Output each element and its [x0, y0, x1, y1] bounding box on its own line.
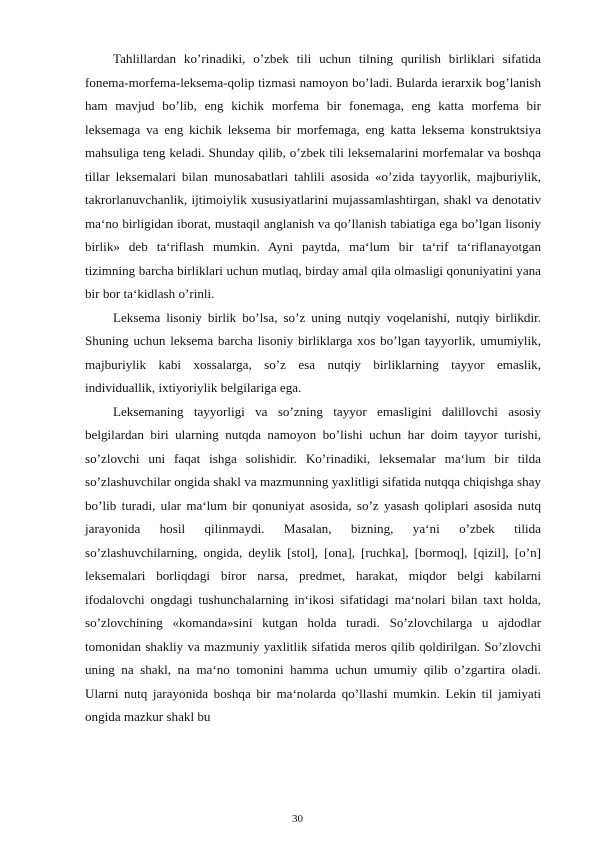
page-number: 30	[292, 813, 303, 825]
paragraph-1: Tahlillardan ko’rinadiki, o’zbek tili uchun tilning qurilish birliklari sifatida fonema-morfema-leksema-qolip tizmasi namoyon bo’ladi. Bularda ierarxik bog’lanish ham mavjud bo’lib, eng kichik morfema bir fonemaga, eng katta morfema bir leksemaga va eng kichik leksema bir morfemaga, eng katta leksema konstruktsiya mahsuliga teng keladi. Shunday qilib, o’zbek tili leksemalarini morfemalar va boshqa tillar leksemalari bilan munosabatlari tahlili asosida «o’zida tayyorlik, majburiylik, takrorlanuvchanlik, ijtimoiylik xususiyatlarini mujassamlashtirgan, shakl va denotativ ma‘no birligidan iborat, mustaqil anglanish va qo’llanish tabiatiga ega bo’lgan lisoniy birlik» deb ta‘riflash mumkin. Ayni paytda, ma‘lum bir ta‘rif ta‘riflanayotgan tizimning barcha birliklari uchun mutlaq, birday amal qila olmasligi qonuniyatini yana bir bor ta‘kidlash o’rinli.	[85, 51, 541, 301]
paragraph-3: Leksemaning tayyorligi va so’zning tayyor emasligini dalillovchi asosiy belgilardan biri ularning nutqda namoyon bo’lishi uchun har doim tayyor turishi, so’zlovchi uni faqat ishga solishidir. Ko’rinadiki, leksemalar ma‘lum bir tilda so’zlashuvchilar ongida shakl va mazmunning yaxlitligi sifatida nutqqa chiqishga shay bo’lib turadi, ular ma‘lum bir qonuniyat asosida, so’z yasash qoliplari asosida nutq jarayonida hosil qilinmaydi. Masalan, bizning, ya‘ni o’zbek tilida so’zlashuvchilarning, ongida, deylik [stol], [ona], [ruchka], [bormoq], [qizil], [o’n] leksemalari borliqdagi biror narsa, predmet, harakat, miqdor belgi kabilarni ifodalovchi ongdagi tushunchalarning in‘ikosi sifatidagi ma‘nolari bilan taxt holda, so’zlovchining «komanda»sini kutgan holda turadi. So’zlovchilarga u ajdodlar tomonidan shakliy va mazmuniy yaxlitlik sifatida meros qilib qoldirilgan. So’zlovchi uning na shakl, na ma‘no tomonini hamma uchun umumiy qilib o’zgartira oladi. Ularni nutq jarayonida boshqa bir ma‘nolarda qo’llashi mumkin. Lekin til jamiyati ongida mazkur shakl bu	[85, 403, 541, 724]
paragraph-2: Leksema lisoniy birlik bo’lsa, so’z uning nutqiy voqelanishi, nutqiy birlikdir. Shuning uchun leksema barcha lisoniy birliklarga xos bo’lgan tayyorlik, umumiylik, majburiylik kabi xossalarga, so’z esa nutqiy birliklarning tayyor emaslik, individuallik, ixtiyoriylik belgilariga ega.	[85, 309, 541, 395]
body-text	[85, 47, 541, 729]
